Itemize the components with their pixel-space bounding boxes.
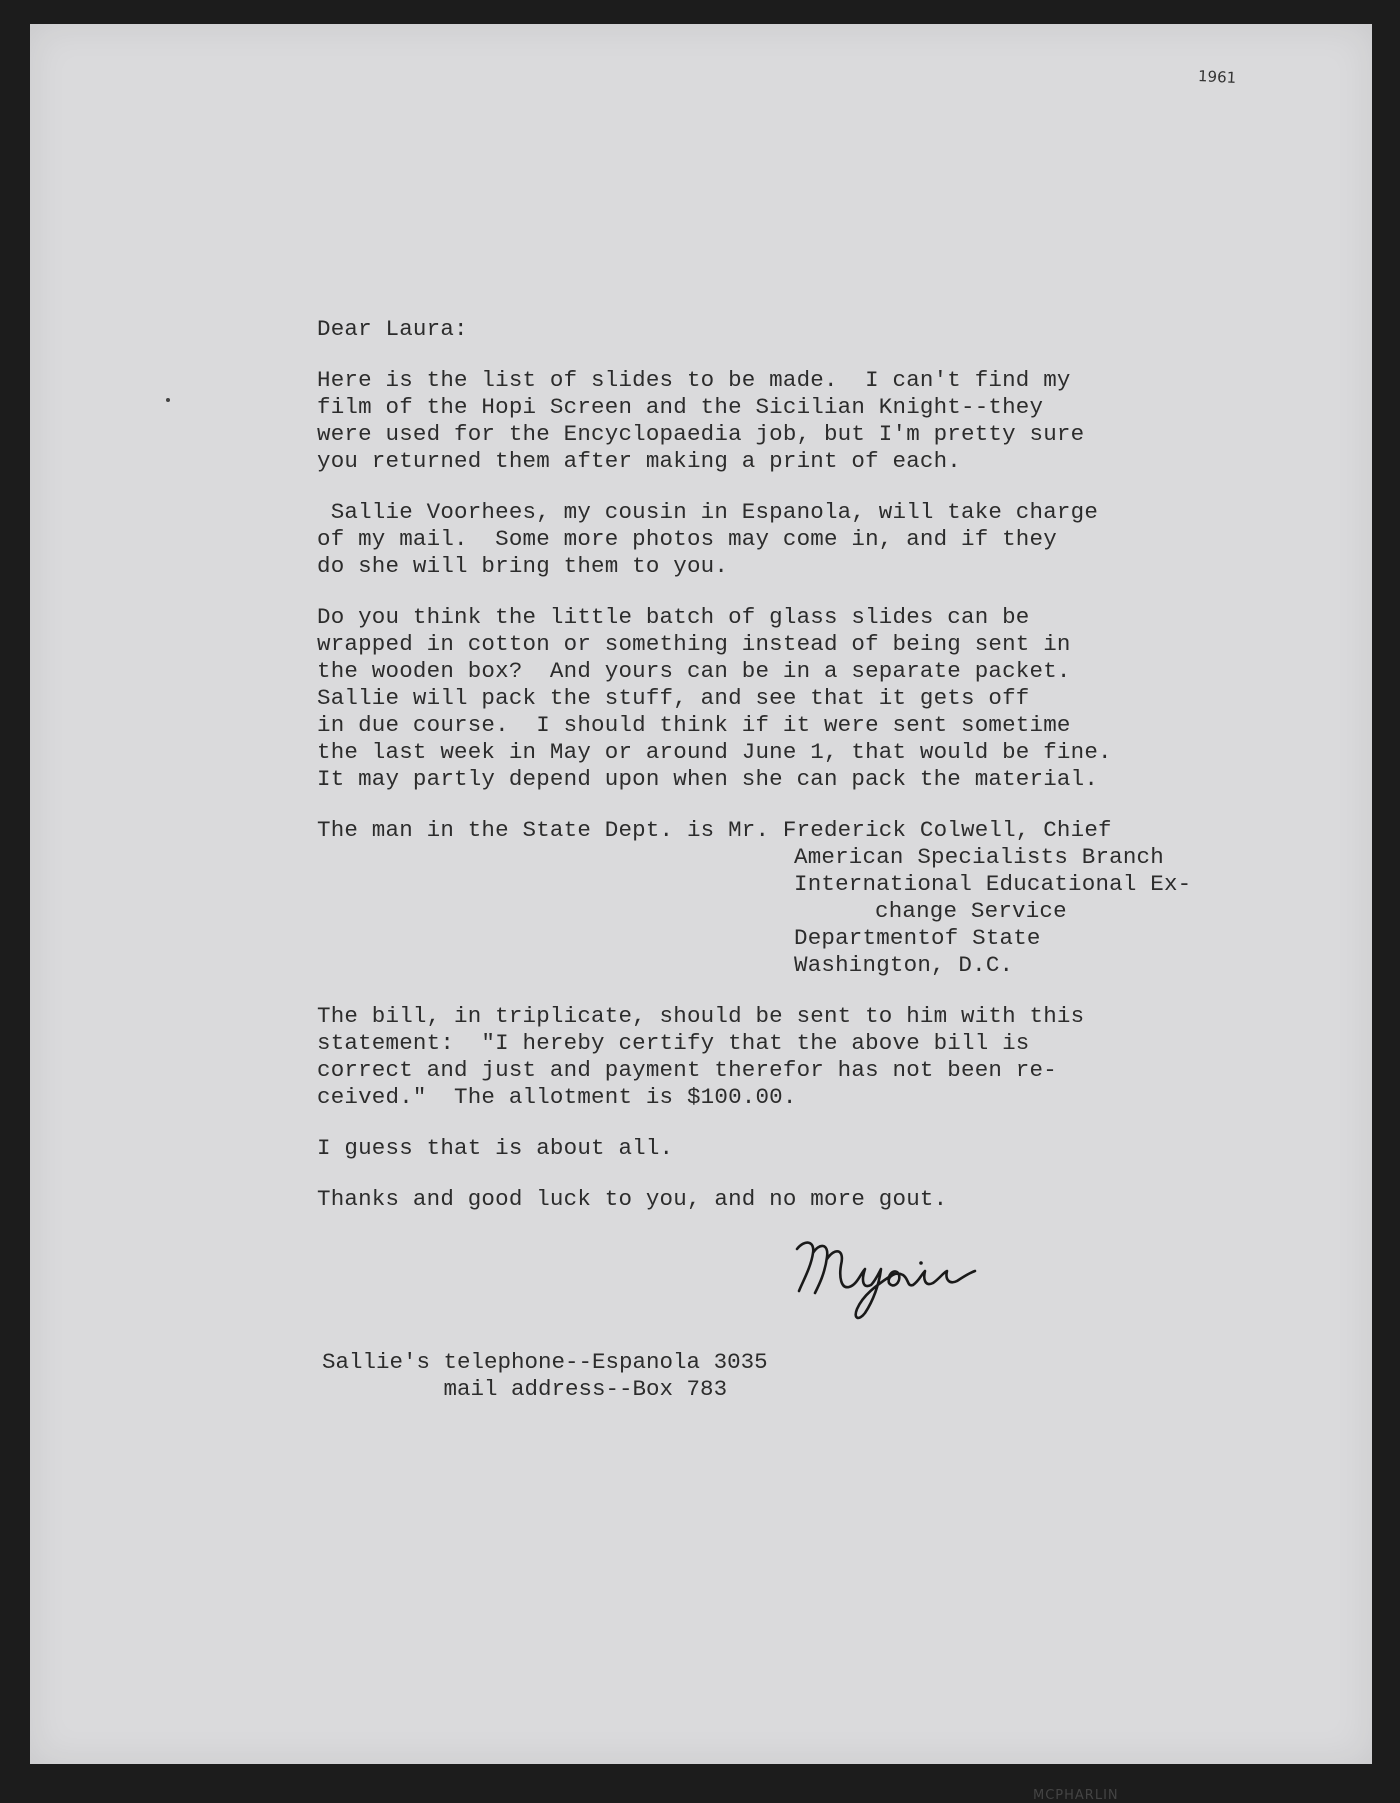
text-line: wrapped in cotton or something instead of being sent in bbox=[317, 631, 1071, 657]
contact-line: Departmentof State bbox=[794, 925, 1041, 951]
text-line: ceived." The allotment is $100.00. bbox=[317, 1084, 797, 1110]
paragraph-4 bbox=[317, 1003, 1317, 1111]
text-line: The bill, in triplicate, should be sent to him with this bbox=[317, 1003, 1085, 1029]
contact-line: Washington, D.C. bbox=[794, 952, 1014, 978]
text-line: statement: "I hereby certify that the above bill is bbox=[317, 1030, 1030, 1056]
paragraph-5: I guess that is about all. bbox=[317, 1135, 674, 1161]
text-line: in due course. I should think if it were sent sometime bbox=[317, 712, 1071, 738]
ps-line: Sallie's telephone--Espanola 3035 bbox=[322, 1349, 768, 1375]
salutation: Dear Laura: bbox=[317, 316, 468, 342]
handwritten-footer: MCPHARLIN bbox=[1033, 1788, 1119, 1803]
paragraph-2 bbox=[317, 499, 1317, 580]
letter-page bbox=[30, 24, 1372, 1803]
closing-line: Thanks and good luck to you, and no more gout. bbox=[317, 1186, 948, 1212]
contact-line: change Service bbox=[875, 898, 1067, 924]
paper-mark bbox=[166, 398, 170, 402]
paragraph-3 bbox=[317, 604, 1317, 793]
text-line: Sallie will pack the stuff, and see that it gets off bbox=[317, 685, 1030, 711]
letter-body bbox=[317, 316, 1317, 1213]
contact-intro: The man in the State Dept. is Mr. Frederick Colwell, Chief bbox=[317, 817, 1112, 843]
handwritten-year: 1961 bbox=[1197, 67, 1237, 87]
text-line: do she will bring them to you. bbox=[317, 553, 729, 579]
postscript bbox=[322, 1349, 768, 1403]
ps-line: mail address--Box 783 bbox=[322, 1376, 728, 1402]
signature bbox=[785, 1229, 985, 1324]
text-line: the last week in May or around June 1, that would be fine. bbox=[317, 739, 1112, 765]
text-line: film of the Hopi Screen and the Sicilian Knight--they bbox=[317, 394, 1044, 420]
text-line: Sallie Voorhees, my cousin in Espanola, will take charge bbox=[317, 499, 1099, 525]
paragraph-1 bbox=[317, 367, 1317, 475]
text-line: you returned them after making a print of each. bbox=[317, 448, 962, 474]
text-line: correct and just and payment therefor has not been re- bbox=[317, 1057, 1057, 1083]
contact-line: American Specialists Branch bbox=[794, 844, 1164, 870]
text-line: of my mail. Some more photos may come in, and if they bbox=[317, 526, 1057, 552]
text-line: Here is the list of slides to be made. I can't find my bbox=[317, 367, 1071, 393]
text-line: were used for the Encyclopaedia job, but I'm pretty sure bbox=[317, 421, 1085, 447]
text-line: the wooden box? And yours can be in a separate packet. bbox=[317, 658, 1071, 684]
text-line: Do you think the little batch of glass slides can be bbox=[317, 604, 1030, 630]
contact-line: International Educational Ex- bbox=[794, 871, 1192, 897]
contact-block bbox=[317, 817, 1317, 979]
text-line: It may partly depend upon when she can pack the material. bbox=[317, 766, 1099, 792]
